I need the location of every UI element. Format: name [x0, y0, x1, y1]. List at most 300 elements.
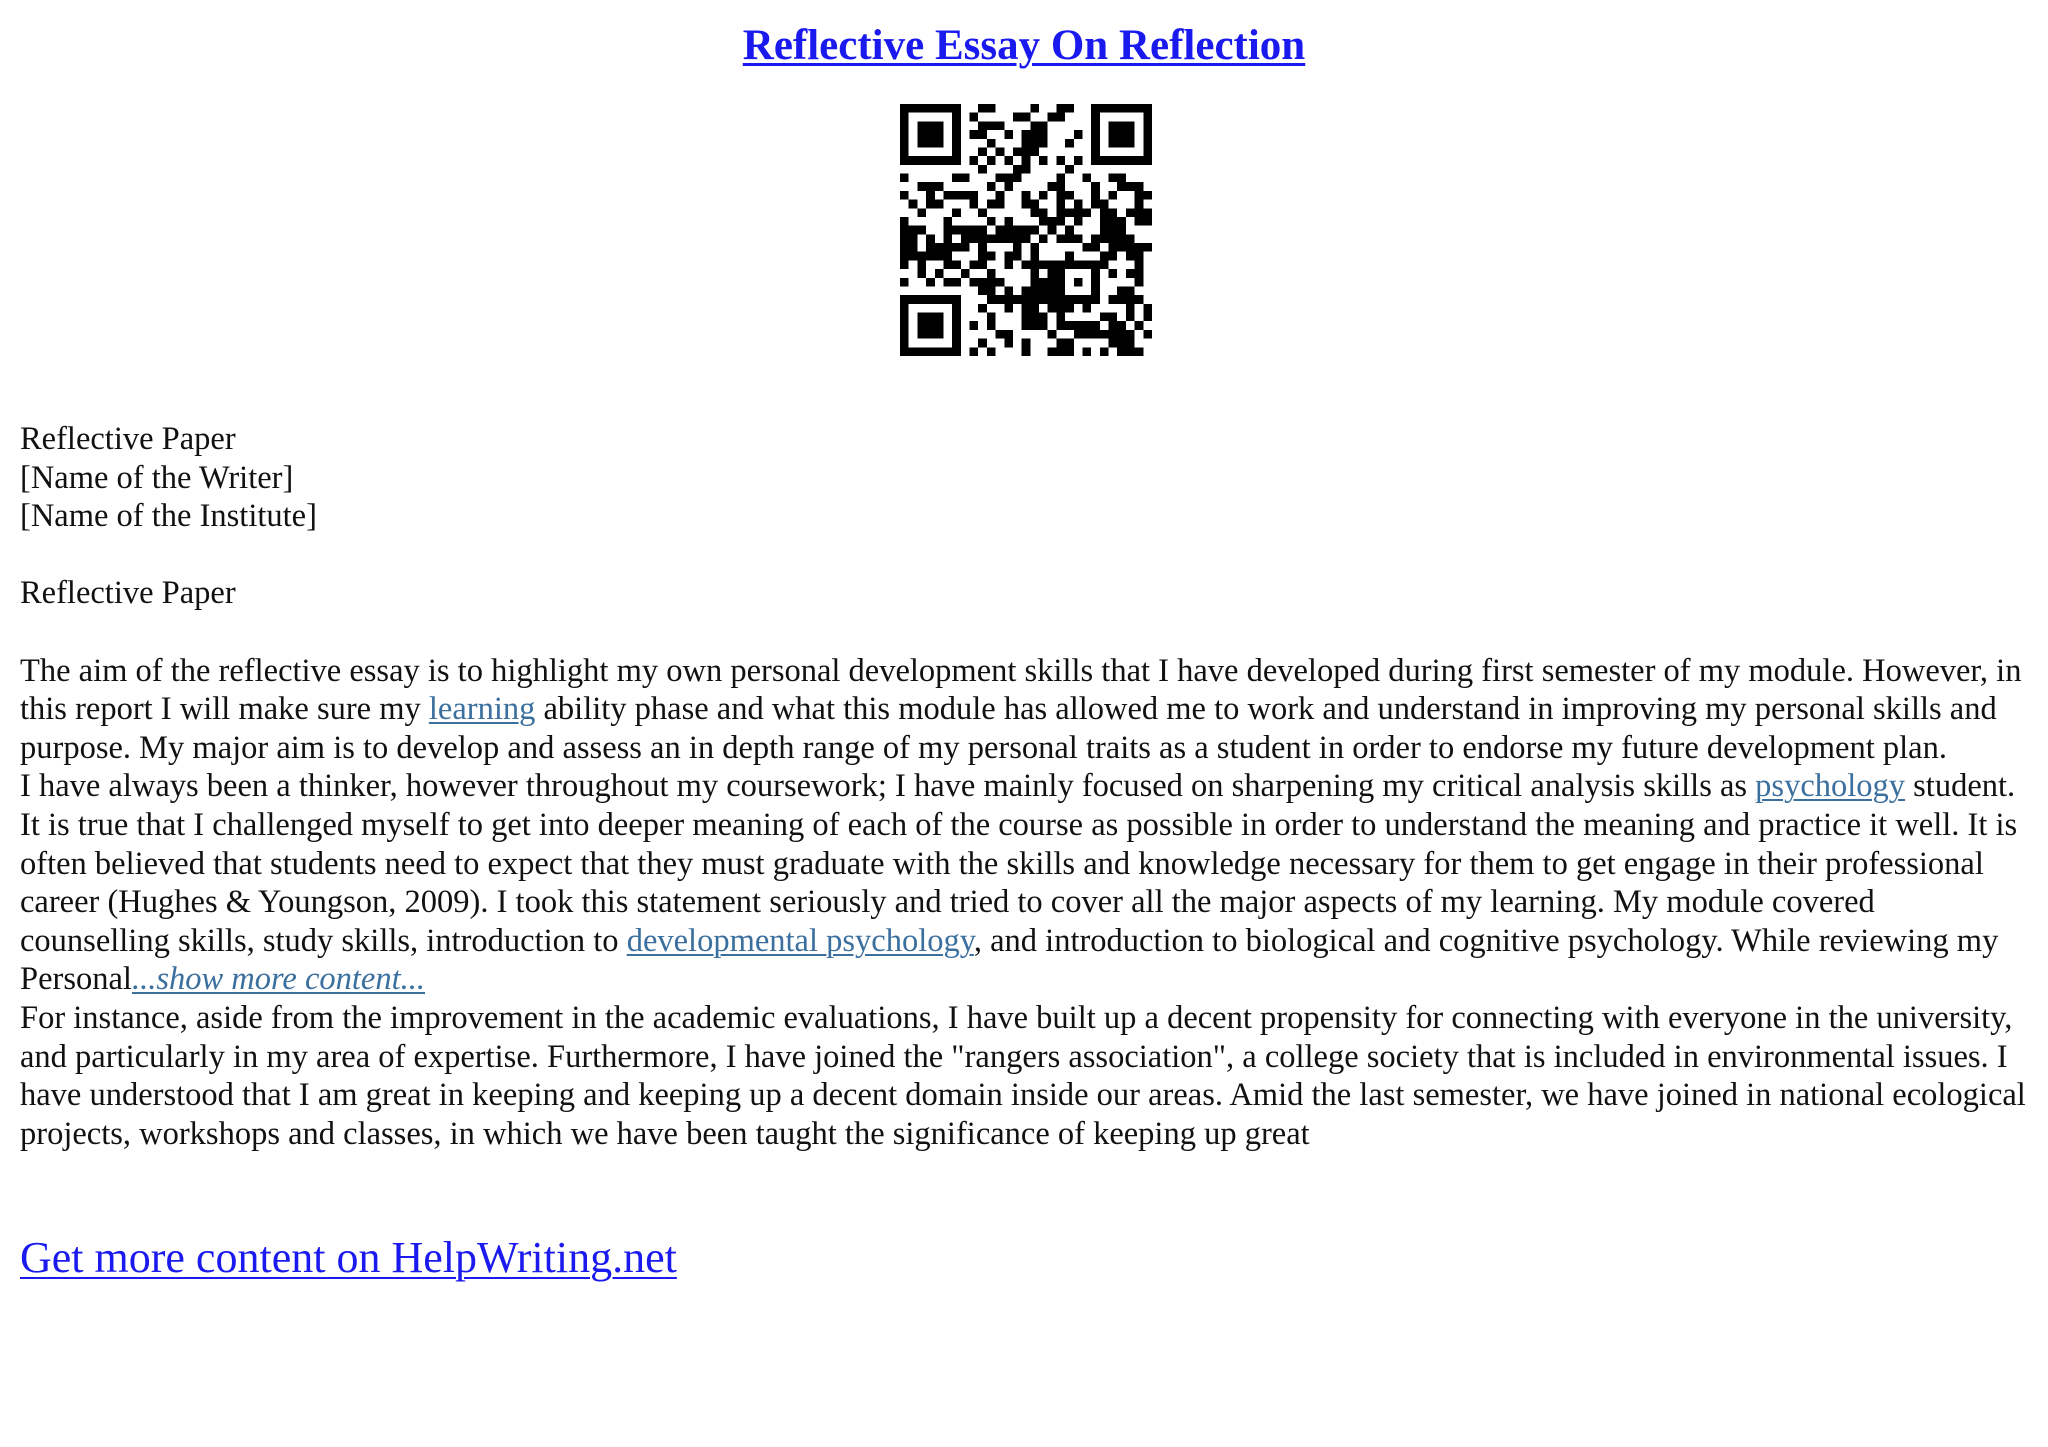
qr-module: [917, 260, 926, 269]
qr-module: [1065, 165, 1074, 174]
essay-body: [20, 420, 2030, 1153]
qr-module: [1065, 104, 1074, 113]
qr-module: [1022, 304, 1031, 313]
qr-module: [1004, 217, 1013, 226]
qr-module: [1065, 347, 1074, 356]
qr-module: [943, 104, 952, 113]
qr-module: [917, 347, 926, 356]
qr-module: [1117, 234, 1126, 243]
qr-module: [1091, 113, 1100, 122]
qr-module: [1126, 130, 1135, 139]
qr-module: [1135, 260, 1144, 269]
qr-module: [1030, 313, 1039, 322]
qr-module: [1048, 295, 1057, 304]
qr-module: [987, 321, 996, 330]
qr-module: [1117, 330, 1126, 339]
qr-module: [952, 260, 961, 269]
qr-module: [952, 295, 961, 304]
qr-module: [1013, 147, 1022, 156]
qr-module: [952, 243, 961, 252]
qr-module: [900, 304, 909, 313]
qr-module: [1109, 269, 1118, 278]
qr-module: [1013, 226, 1022, 235]
qr-module: [1109, 174, 1118, 183]
qr-module: [978, 243, 987, 252]
qr-module: [900, 104, 909, 113]
qr-module: [1013, 165, 1022, 174]
qr-module: [1039, 234, 1048, 243]
qr-module: [987, 156, 996, 165]
learning-link[interactable]: learning: [428, 691, 536, 728]
qr-module: [987, 121, 996, 130]
qr-module: [1091, 156, 1100, 165]
qr-module: [1056, 260, 1065, 269]
qr-module: [1100, 104, 1109, 113]
qr-module: [952, 278, 961, 287]
qr-module: [1004, 339, 1013, 348]
qr-module: [1126, 252, 1135, 261]
qr-module: [1135, 295, 1144, 304]
qr-module: [1056, 347, 1065, 356]
qr-module: [1039, 313, 1048, 322]
psychology-link[interactable]: psychology: [1755, 768, 1906, 805]
qr-module: [1117, 295, 1126, 304]
qr-module: [1056, 295, 1065, 304]
qr-module: [952, 174, 961, 183]
qr-module: [1091, 295, 1100, 304]
qr-module: [952, 156, 961, 165]
qr-module: [1022, 200, 1031, 209]
qr-module: [961, 234, 970, 243]
qr-module: [996, 174, 1005, 183]
show-more-link[interactable]: ...show more content...: [131, 961, 426, 998]
qr-module: [1091, 182, 1100, 191]
qr-module: [1022, 191, 1031, 200]
qr-module: [1048, 304, 1057, 313]
qr-module: [1091, 104, 1100, 113]
qr-module: [978, 278, 987, 287]
qr-module: [1048, 217, 1057, 226]
qr-module: [1109, 226, 1118, 235]
qr-module: [1143, 191, 1152, 200]
qr-module: [987, 234, 996, 243]
qr-module: [996, 330, 1005, 339]
qr-module: [1056, 278, 1065, 287]
footer: [20, 1232, 677, 1284]
qr-module: [1004, 252, 1013, 261]
qr-module: [943, 234, 952, 243]
qr-module: [909, 226, 918, 235]
qr-module: [1082, 295, 1091, 304]
qr-module: [1039, 286, 1048, 295]
qr-module: [900, 347, 909, 356]
qr-module: [987, 286, 996, 295]
qr-module: [1100, 156, 1109, 165]
qr-module: [1100, 217, 1109, 226]
paragraph-text: I have always been a thinker, however throughout my coursework; I have mainly focused on sharpening my critical analysis skills as: [20, 768, 1756, 805]
qr-module: [952, 130, 961, 139]
qr-module: [978, 208, 987, 217]
qr-module: [1135, 191, 1144, 200]
qr-module: [1109, 121, 1118, 130]
qr-module: [1109, 156, 1118, 165]
qr-module: [917, 226, 926, 235]
qr-module: [1013, 243, 1022, 252]
qr-module: [900, 243, 909, 252]
qr-module: [1135, 347, 1144, 356]
qr-module: [926, 330, 935, 339]
qr-module: [978, 252, 987, 261]
qr-module: [1126, 139, 1135, 148]
qr-module: [1135, 252, 1144, 261]
qr-module: [900, 278, 909, 287]
qr-module: [917, 156, 926, 165]
qr-module: [1126, 339, 1135, 348]
qr-module: [987, 104, 996, 113]
qr-module: [1091, 130, 1100, 139]
qr-module: [1091, 286, 1100, 295]
qr-module: [1065, 321, 1074, 330]
qr-module: [935, 200, 944, 209]
qr-module: [917, 104, 926, 113]
qr-module: [1126, 121, 1135, 130]
qr-module: [996, 226, 1005, 235]
qr-module: [1100, 252, 1109, 261]
qr-module: [935, 139, 944, 148]
qr-module: [1091, 147, 1100, 156]
qr-module: [1082, 208, 1091, 217]
qr-module: [1030, 226, 1039, 235]
qr-module: [1143, 139, 1152, 148]
qr-module: [1004, 156, 1013, 165]
qr-module: [926, 313, 935, 322]
qr-module: [1065, 139, 1074, 148]
qr-module: [1109, 339, 1118, 348]
qr-module: [909, 295, 918, 304]
qr-module: [1143, 121, 1152, 130]
qr-module: [1004, 330, 1013, 339]
qr-module: [1074, 260, 1083, 269]
qr-module: [952, 339, 961, 348]
qr-module: [987, 278, 996, 287]
qr-module: [1126, 269, 1135, 278]
qr-module: [900, 217, 909, 226]
qr-module: [935, 313, 944, 322]
qr-module: [1065, 295, 1074, 304]
qr-module: [1030, 121, 1039, 130]
qr-module: [1091, 330, 1100, 339]
qr-module: [987, 200, 996, 209]
qr-module: [952, 147, 961, 156]
qr-module: [1117, 217, 1126, 226]
qr-module: [1030, 252, 1039, 261]
qr-module: [970, 200, 979, 209]
header-line-institute: [Name of the Institute]: [20, 498, 317, 535]
qr-module: [952, 321, 961, 330]
qr-module: [1091, 200, 1100, 209]
qr-module: [996, 295, 1005, 304]
qr-module: [1091, 243, 1100, 252]
qr-module: [987, 182, 996, 191]
qr-module: [1056, 182, 1065, 191]
qr-module: [1022, 165, 1031, 174]
qr-module: [900, 321, 909, 330]
qr-module: [1022, 147, 1031, 156]
qr-module: [1039, 217, 1048, 226]
qr-module: [1056, 269, 1065, 278]
paragraph-intro: [20, 652, 2030, 768]
qr-module: [900, 174, 909, 183]
qr-module: [1143, 217, 1152, 226]
qr-module: [1039, 295, 1048, 304]
qr-module: [1030, 295, 1039, 304]
qr-module: [1143, 130, 1152, 139]
qr-module: [943, 191, 952, 200]
qr-module: [1039, 156, 1048, 165]
qr-module: [1004, 234, 1013, 243]
qr-module: [917, 182, 926, 191]
paragraph-text: ability phase and what this module has allowed me to work and understand in improving my personal skills and purpose. My major aim is to develop and assess an in depth range of my personal traits as a student in order to endorse my future development plan.: [20, 691, 1997, 766]
qr-module: [1056, 104, 1065, 113]
qr-module: [1117, 226, 1126, 235]
qr-module: [996, 278, 1005, 287]
qr-module: [1030, 278, 1039, 287]
qr-module: [943, 278, 952, 287]
qr-module: [935, 330, 944, 339]
qr-module: [1100, 260, 1109, 269]
qr-module: [1100, 234, 1109, 243]
qr-module: [900, 330, 909, 339]
qr-module: [1022, 321, 1031, 330]
qr-module: [952, 121, 961, 130]
qr-module: [1109, 130, 1118, 139]
qr-module: [1117, 321, 1126, 330]
qr-module: [1039, 130, 1048, 139]
qr-module: [952, 330, 961, 339]
qr-module: [1022, 347, 1031, 356]
qr-module: [935, 121, 944, 130]
qr-module: [1030, 208, 1039, 217]
qr-module: [952, 104, 961, 113]
qr-module: [1109, 208, 1118, 217]
qr-module: [1065, 339, 1074, 348]
qr-module: [900, 147, 909, 156]
qr-module: [1117, 286, 1126, 295]
qr-module: [1004, 130, 1013, 139]
qr-module: [900, 130, 909, 139]
qr-module: [1109, 139, 1118, 148]
qr-module: [1143, 104, 1152, 113]
qr-module: [917, 139, 926, 148]
qr-module: [943, 260, 952, 269]
qr-module: [900, 234, 909, 243]
qr-module: [943, 226, 952, 235]
qr-module: [926, 321, 935, 330]
qr-module: [1109, 104, 1118, 113]
qr-module: [917, 313, 926, 322]
qr-module: [1022, 234, 1031, 243]
qr-module: [1074, 234, 1083, 243]
qr-module: [926, 295, 935, 304]
qr-module: [1048, 286, 1057, 295]
qr-module: [978, 286, 987, 295]
qr-module: [1143, 313, 1152, 322]
qr-module: [978, 130, 987, 139]
qr-module: [1126, 182, 1135, 191]
qr-module: [1056, 234, 1065, 243]
qr-code-graphic: [900, 104, 1152, 356]
qr-module: [961, 174, 970, 183]
qr-module: [1074, 208, 1083, 217]
qr-module: [909, 104, 918, 113]
qr-module: [1126, 304, 1135, 313]
qr-module: [1135, 208, 1144, 217]
qr-module: [970, 234, 979, 243]
qr-module: [978, 234, 987, 243]
qr-module: [943, 156, 952, 165]
qr-module: [1056, 339, 1065, 348]
qr-module: [996, 200, 1005, 209]
qr-module: [926, 278, 935, 287]
qr-module: [1048, 347, 1057, 356]
qr-module: [970, 156, 979, 165]
qr-module: [917, 252, 926, 261]
qr-module: [1065, 226, 1074, 235]
qr-module: [1135, 182, 1144, 191]
spacer: [20, 536, 2030, 575]
qr-module: [1109, 295, 1118, 304]
qr-module: [1109, 321, 1118, 330]
developmental-psychology-link[interactable]: developmental psychology: [626, 922, 974, 959]
qr-module: [917, 208, 926, 217]
qr-module: [952, 304, 961, 313]
qr-module: [996, 191, 1005, 200]
qr-module: [926, 104, 935, 113]
qr-module: [987, 313, 996, 322]
qr-module: [935, 104, 944, 113]
qr-module: [1135, 321, 1144, 330]
qr-module: [1100, 313, 1109, 322]
qr-module: [1039, 139, 1048, 148]
qr-module: [1030, 304, 1039, 313]
qr-module: [1074, 217, 1083, 226]
qr-module: [926, 191, 935, 200]
qr-module: [1004, 226, 1013, 235]
qr-module: [1056, 174, 1065, 183]
qr-module: [1048, 182, 1057, 191]
qr-module: [970, 321, 979, 330]
qr-module: [1056, 313, 1065, 322]
qr-module: [1048, 260, 1057, 269]
qr-module: [1048, 226, 1057, 235]
qr-module: [1030, 104, 1039, 113]
qr-module: [943, 347, 952, 356]
qr-module: [917, 130, 926, 139]
paragraph-thinker: [20, 767, 2030, 999]
qr-module: [1004, 286, 1013, 295]
qr-module: [1126, 156, 1135, 165]
qr-module: [1065, 208, 1074, 217]
qr-module: [1074, 321, 1083, 330]
qr-module: [1074, 200, 1083, 209]
qr-module: [996, 234, 1005, 243]
qr-module: [1030, 321, 1039, 330]
qr-module: [1065, 252, 1074, 261]
qr-module: [987, 217, 996, 226]
qr-module: [970, 260, 979, 269]
qr-module: [1126, 286, 1135, 295]
qr-module: [1100, 200, 1109, 209]
qr-module: [943, 217, 952, 226]
qr-module: [1135, 217, 1144, 226]
qr-module: [1048, 330, 1057, 339]
qr-module: [1091, 321, 1100, 330]
qr-module: [900, 121, 909, 130]
qr-module: [1126, 243, 1135, 252]
qr-module: [900, 156, 909, 165]
qr-module: [1056, 191, 1065, 200]
qr-module: [1117, 139, 1126, 148]
qr-module: [1030, 286, 1039, 295]
qr-module: [970, 191, 979, 200]
paragraph-text: , and introduction to biological and cognitive psychology. While reviewing my Personal: [20, 922, 1999, 998]
qr-module: [1126, 313, 1135, 322]
qr-module: [1117, 174, 1126, 183]
qr-module: [1082, 347, 1091, 356]
qr-module: [1082, 243, 1091, 252]
qr-module: [1004, 174, 1013, 183]
qr-module: [935, 347, 944, 356]
qr-module: [943, 295, 952, 304]
qr-module: [1022, 313, 1031, 322]
qr-module: [1030, 269, 1039, 278]
spacer: [20, 613, 2030, 652]
qr-module: [943, 243, 952, 252]
qr-module: [961, 269, 970, 278]
qr-module: [1039, 191, 1048, 200]
qr-module: [1143, 147, 1152, 156]
qr-module: [926, 139, 935, 148]
qr-module: [1109, 313, 1118, 322]
qr-module: [1143, 208, 1152, 217]
qr-module: [1022, 156, 1031, 165]
qr-module: [1082, 174, 1091, 183]
qr-module: [970, 130, 979, 139]
qr-module: [1135, 243, 1144, 252]
helpwriting-link[interactable]: Get more content on HelpWriting.net: [20, 1233, 677, 1282]
qr-module: [1126, 347, 1135, 356]
qr-module: [1109, 234, 1118, 243]
qr-module: [1013, 234, 1022, 243]
qr-module: [1056, 217, 1065, 226]
qr-module: [1048, 113, 1057, 122]
qr-module: [917, 330, 926, 339]
qr-module: [1022, 339, 1031, 348]
qr-module: [978, 260, 987, 269]
qr-module: [1056, 200, 1065, 209]
qr-module: [1135, 269, 1144, 278]
qr-module: [961, 243, 970, 252]
qr-module: [1117, 130, 1126, 139]
qr-module: [1065, 234, 1074, 243]
title-link[interactable]: Reflective Essay On Reflection: [742, 22, 1306, 69]
qr-module: [935, 269, 944, 278]
qr-module: [900, 313, 909, 322]
qr-module: [1117, 121, 1126, 130]
qr-module: [1126, 295, 1135, 304]
qr-module: [978, 121, 987, 130]
qr-module: [926, 234, 935, 243]
